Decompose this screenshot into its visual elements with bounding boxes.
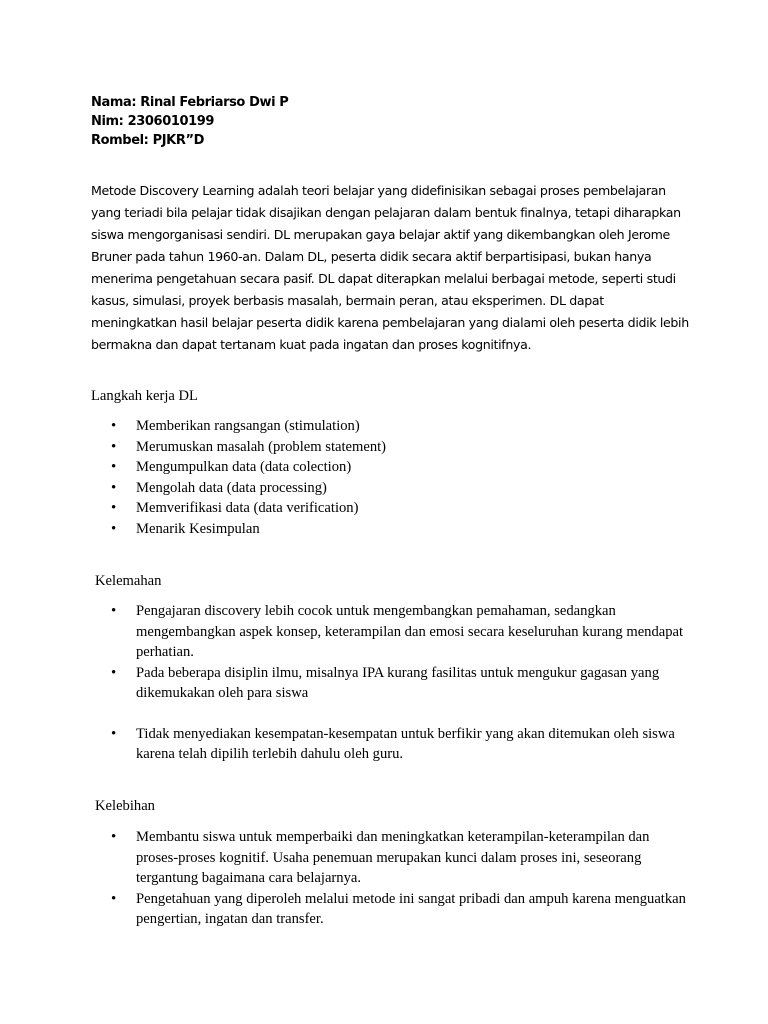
student-name: Nama: Rinal Febriarso Dwi P: [91, 95, 289, 110]
student-nim: Nim: 2306010199: [91, 114, 215, 129]
list-item: • Pengajaran discovery lebih cocok untuk mengembangkan pemahaman, sedangkan mengembangkan aspek konsep, keterampilan dan emosi secara keseluruhan kurang mendapat perhatian.: [91, 601, 691, 663]
list-item: • Menarik Kesimpulan: [91, 519, 691, 540]
list-item: • Mengolah data (data processing): [91, 478, 691, 499]
strengths-title: Kelebihan: [95, 798, 155, 814]
steps-list: [91, 416, 691, 539]
list-item: • Memverifikasi data (data verification): [91, 498, 691, 519]
list-item: • Membantu siswa untuk memperbaiki dan meningkatkan keterampilan-keterampilan dan proses-proses kognitif. Usaha penemuan merupakan kunci dalam proses ini, seseorang tergantung bagaimana cara belajarnya.: [91, 827, 691, 889]
strengths-list: [91, 827, 691, 930]
steps-title: Langkah kerja DL: [91, 388, 198, 404]
list-item: • Memberikan rangsangan (stimulation): [91, 416, 691, 437]
student-info: [91, 93, 288, 150]
weaknesses-title: Kelemahan: [95, 573, 162, 589]
list-item: • Tidak menyediakan kesempatan-kesempatan untuk berfikir yang akan ditemukan oleh siswa karena telah dipilih terlebih dahulu oleh guru.: [91, 724, 691, 765]
list-item: • Merumuskan masalah (problem statement): [91, 437, 691, 458]
intro-paragraph: Metode Discovery Learning adalah teori belajar yang didefinisikan sebagai proses pembelajaran yang teriadi bila pelajar tidak disajikan dengan pelajaran dalam bentuk finalnya, tetapi diharapkan siswa mengorganisasi sendiri. DL merupakan gaya belajar aktif yang dikembangkan oleh Jerome Bruner pada tahun 1960-an. Dalam DL, peserta didik secara aktif berpartisipasi, bukan hanya menerima pengetahuan secara pasif. DL dapat diterapkan melalui berbagai metode, seperti studi kasus, simulasi, proyek berbasis masalah, bermain peran, atau eksperimen. DL dapat meningkatkan hasil belajar peserta didik karena pembelajaran yang dialami oleh peserta didik lebih bermakna dan dapat tertanam kuat pada ingatan dan proses kognitifnya.: [91, 183, 689, 352]
list-item: • Mengumpulkan data (data colection): [91, 457, 691, 478]
weaknesses-list: [91, 601, 691, 765]
student-rombel: Rombel: PJKR”D: [91, 133, 204, 148]
list-item: • Pada beberapa disiplin ilmu, misalnya IPA kurang fasilitas untuk mengukur gagasan yang dikemukakan oleh para siswa: [91, 663, 691, 704]
list-item: • Pengetahuan yang diperoleh melalui metode ini sangat pribadi dan ampuh karena menguatkan pengertian, ingatan dan transfer.: [91, 889, 691, 930]
